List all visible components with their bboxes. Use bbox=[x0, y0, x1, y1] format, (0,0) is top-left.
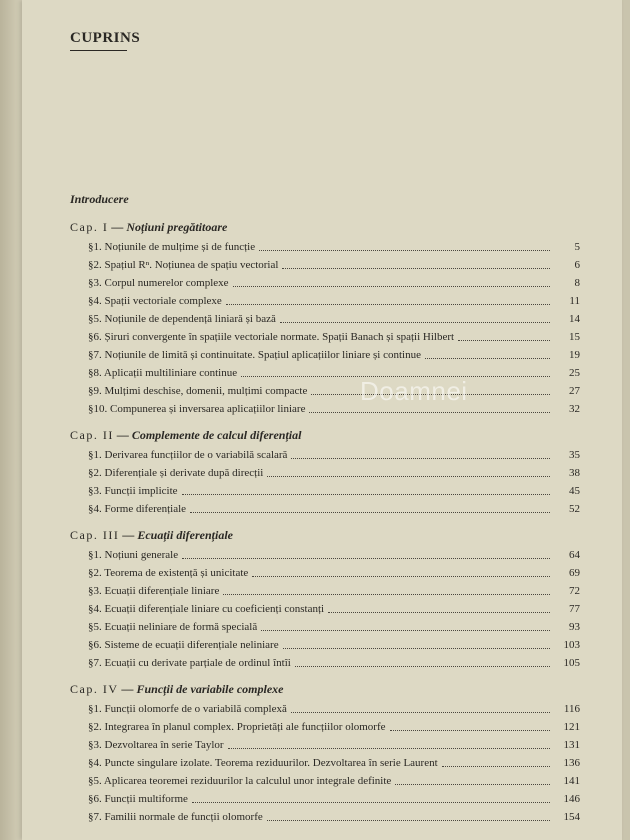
toc-entry-text: §6. Funcții multiforme bbox=[88, 793, 188, 805]
dot-leader bbox=[442, 766, 550, 767]
dot-leader bbox=[395, 784, 550, 785]
toc-entry bbox=[70, 480, 580, 498]
toc-entry bbox=[70, 698, 580, 716]
toc-entry-text: §3. Corpul numerelor complexe bbox=[88, 277, 229, 289]
toc-entry-page: 19 bbox=[569, 349, 580, 361]
title-underline bbox=[70, 50, 127, 51]
dot-leader bbox=[295, 666, 550, 667]
toc-entry-page: 27 bbox=[569, 385, 580, 397]
toc-entry-page: 103 bbox=[563, 639, 580, 651]
toc-entry-text: §1. Derivarea funcțiilor de o variabilă scalară bbox=[88, 449, 288, 461]
dot-leader bbox=[261, 630, 550, 631]
toc-entry bbox=[70, 254, 580, 272]
toc-entry-text: §4. Puncte singulare izolate. Teorema reziduurilor. Dezvoltarea în serie Laurent bbox=[88, 757, 438, 769]
chapter-title: — Noțiuni pregătitoare bbox=[111, 220, 228, 234]
toc-entry-page: 45 bbox=[569, 485, 580, 497]
toc-entry-text: §1. Noțiunile de mulțime și de funcție bbox=[88, 241, 256, 253]
toc-entry-text: §3. Ecuații diferențiale liniare bbox=[88, 585, 220, 597]
toc-entry-page: 121 bbox=[563, 721, 580, 733]
toc-entry-text: §3. Dezvoltarea în serie Taylor bbox=[88, 739, 224, 751]
toc-entry bbox=[70, 290, 580, 308]
toc-entry bbox=[70, 344, 580, 362]
dot-leader bbox=[309, 412, 550, 413]
chapter-heading bbox=[70, 680, 580, 698]
chapter-section bbox=[70, 426, 580, 516]
toc-entry-page: 154 bbox=[563, 811, 580, 823]
toc-entry-page: 141 bbox=[563, 775, 580, 787]
toc-entry-text: §4. Spații vectoriale complexe bbox=[88, 295, 222, 307]
toc-entry-page: 105 bbox=[563, 657, 580, 669]
toc-entry-page: 64 bbox=[569, 549, 580, 561]
toc-entry-text: §10. Compunerea și inversarea aplicațiilor liniare bbox=[88, 403, 306, 415]
toc-entry bbox=[70, 544, 580, 562]
toc-entry-text: §6. Șiruri convergente în spațiile vectoriale normate. Spații Banach și spații Hilbert bbox=[88, 331, 455, 343]
toc-entry-text: §5. Ecuații neliniare de formă specială bbox=[88, 621, 258, 633]
dot-leader bbox=[328, 612, 550, 613]
dot-leader bbox=[259, 250, 550, 251]
toc-entry-page: 116 bbox=[563, 703, 580, 715]
toc-entry-page: 77 bbox=[569, 603, 580, 615]
toc-entry-text: §9. Mulțimi deschise, domenii, mulțimi compacte bbox=[88, 385, 308, 397]
toc-entry-text: §7. Familii normale de funcții olomorfe bbox=[88, 811, 263, 823]
toc-entry-text: §2. Spațiul Rⁿ. Noțiunea de spațiu vectorial bbox=[88, 259, 279, 271]
toc-entry bbox=[70, 770, 580, 788]
dot-leader bbox=[280, 322, 550, 323]
toc-entry bbox=[70, 788, 580, 806]
toc-entry bbox=[70, 716, 580, 734]
dot-leader bbox=[291, 712, 550, 713]
toc-entry-text: §1. Funcții olomorfe de o variabilă complexă bbox=[88, 703, 287, 715]
toc-entry-page: 69 bbox=[569, 567, 580, 579]
toc-entry-page: 93 bbox=[569, 621, 580, 633]
introduction-heading: Introducere bbox=[70, 192, 129, 206]
chapter-heading bbox=[70, 526, 580, 544]
toc-entry bbox=[70, 326, 580, 344]
toc-entry-text: §2. Integrarea în planul complex. Proprietăți ale funcțiilor olomorfe bbox=[88, 721, 386, 733]
dot-leader bbox=[291, 458, 550, 459]
toc-entry-page: 15 bbox=[569, 331, 580, 343]
dot-leader bbox=[425, 358, 550, 359]
toc-entry bbox=[70, 444, 580, 462]
chapter-section bbox=[70, 526, 580, 670]
toc-entry bbox=[70, 380, 580, 398]
chapter-title: — Funcții de variabile complexe bbox=[121, 682, 284, 696]
dot-leader bbox=[182, 494, 550, 495]
toc-entry bbox=[70, 634, 580, 652]
toc-entry-text: §1. Noțiuni generale bbox=[88, 549, 179, 561]
chapter-label: Cap. IV bbox=[70, 682, 119, 696]
dot-leader bbox=[252, 576, 550, 577]
toc-entry bbox=[70, 806, 580, 824]
chapter-section bbox=[70, 680, 580, 824]
toc-entry-text: §4. Ecuații diferențiale liniare cu coeficienți constanți bbox=[88, 603, 325, 615]
toc-entry-text: §3. Funcții implicite bbox=[88, 485, 178, 497]
table-of-contents bbox=[70, 218, 580, 834]
toc-entry-text: §6. Sisteme de ecuații diferențiale neliniare bbox=[88, 639, 279, 651]
dot-leader bbox=[190, 512, 550, 513]
toc-entry bbox=[70, 272, 580, 290]
toc-entry-text: §2. Teorema de existență și unicitate bbox=[88, 567, 249, 579]
toc-entry bbox=[70, 598, 580, 616]
toc-entry-page: 14 bbox=[569, 313, 580, 325]
toc-entry-page: 11 bbox=[569, 295, 580, 307]
toc-entry-text: §4. Forme diferențiale bbox=[88, 503, 187, 515]
dot-leader bbox=[282, 268, 550, 269]
dot-leader bbox=[226, 304, 550, 305]
dot-leader bbox=[390, 730, 550, 731]
chapter-section bbox=[70, 218, 580, 416]
dot-leader bbox=[192, 802, 550, 803]
toc-entry-page: 146 bbox=[563, 793, 580, 805]
dot-leader bbox=[267, 820, 550, 821]
chapter-label: Cap. III bbox=[70, 528, 120, 542]
toc-entry-page: 38 bbox=[569, 467, 580, 479]
chapter-label: Cap. I bbox=[70, 220, 109, 234]
toc-entry-page: 35 bbox=[569, 449, 580, 461]
chapter-label: Cap. II bbox=[70, 428, 114, 442]
dot-leader bbox=[283, 648, 550, 649]
toc-entry-page: 8 bbox=[574, 277, 580, 289]
toc-entry bbox=[70, 734, 580, 752]
toc-entry-text: §5. Aplicarea teoremei reziduurilor la calculul unor integrale definite bbox=[88, 775, 392, 787]
dot-leader bbox=[267, 476, 550, 477]
dot-leader bbox=[458, 340, 550, 341]
chapter-heading bbox=[70, 218, 580, 236]
toc-entry-text: §8. Aplicații multiliniare continue bbox=[88, 367, 238, 379]
toc-entry bbox=[70, 236, 580, 254]
dot-leader bbox=[223, 594, 550, 595]
toc-entry-page: 136 bbox=[563, 757, 580, 769]
toc-entry-page: 6 bbox=[574, 259, 580, 271]
dot-leader bbox=[182, 558, 550, 559]
book-spine bbox=[0, 0, 22, 840]
toc-entry bbox=[70, 752, 580, 770]
toc-entry bbox=[70, 652, 580, 670]
toc-entry-text: §2. Diferențiale și derivate după direcții bbox=[88, 467, 264, 479]
toc-entry-page: 25 bbox=[569, 367, 580, 379]
toc-entry-text: §5. Noțiunile de dependență liniară și bază bbox=[88, 313, 276, 325]
toc-entry-page: 72 bbox=[569, 585, 580, 597]
toc-entry bbox=[70, 308, 580, 326]
toc-entry bbox=[70, 616, 580, 634]
toc-entry-text: §7. Noțiunile de limită și continuitate. Spațiul aplicațiilor liniare și continue bbox=[88, 349, 421, 361]
chapter-title: — Ecuații diferențiale bbox=[122, 528, 233, 542]
toc-entry-page: 131 bbox=[563, 739, 580, 751]
watermark: Doamnei bbox=[360, 376, 468, 406]
toc-entry-page: 52 bbox=[569, 503, 580, 515]
toc-entry bbox=[70, 580, 580, 598]
toc-entry bbox=[70, 498, 580, 516]
book-page bbox=[22, 0, 622, 840]
chapter-title: — Complemente de calcul diferențial bbox=[116, 428, 302, 442]
toc-entry-page: 32 bbox=[569, 403, 580, 415]
toc-entry bbox=[70, 562, 580, 580]
dot-leader bbox=[233, 286, 550, 287]
toc-entry bbox=[70, 398, 580, 416]
toc-entry bbox=[70, 362, 580, 380]
toc-entry bbox=[70, 462, 580, 480]
page-title: CUPRINS bbox=[70, 30, 141, 46]
dot-leader bbox=[228, 748, 550, 749]
chapter-heading bbox=[70, 426, 580, 444]
toc-entry-text: §7. Ecuații cu derivate parțiale de ordinul întîi bbox=[88, 657, 291, 669]
toc-entry-page: 5 bbox=[574, 241, 580, 253]
